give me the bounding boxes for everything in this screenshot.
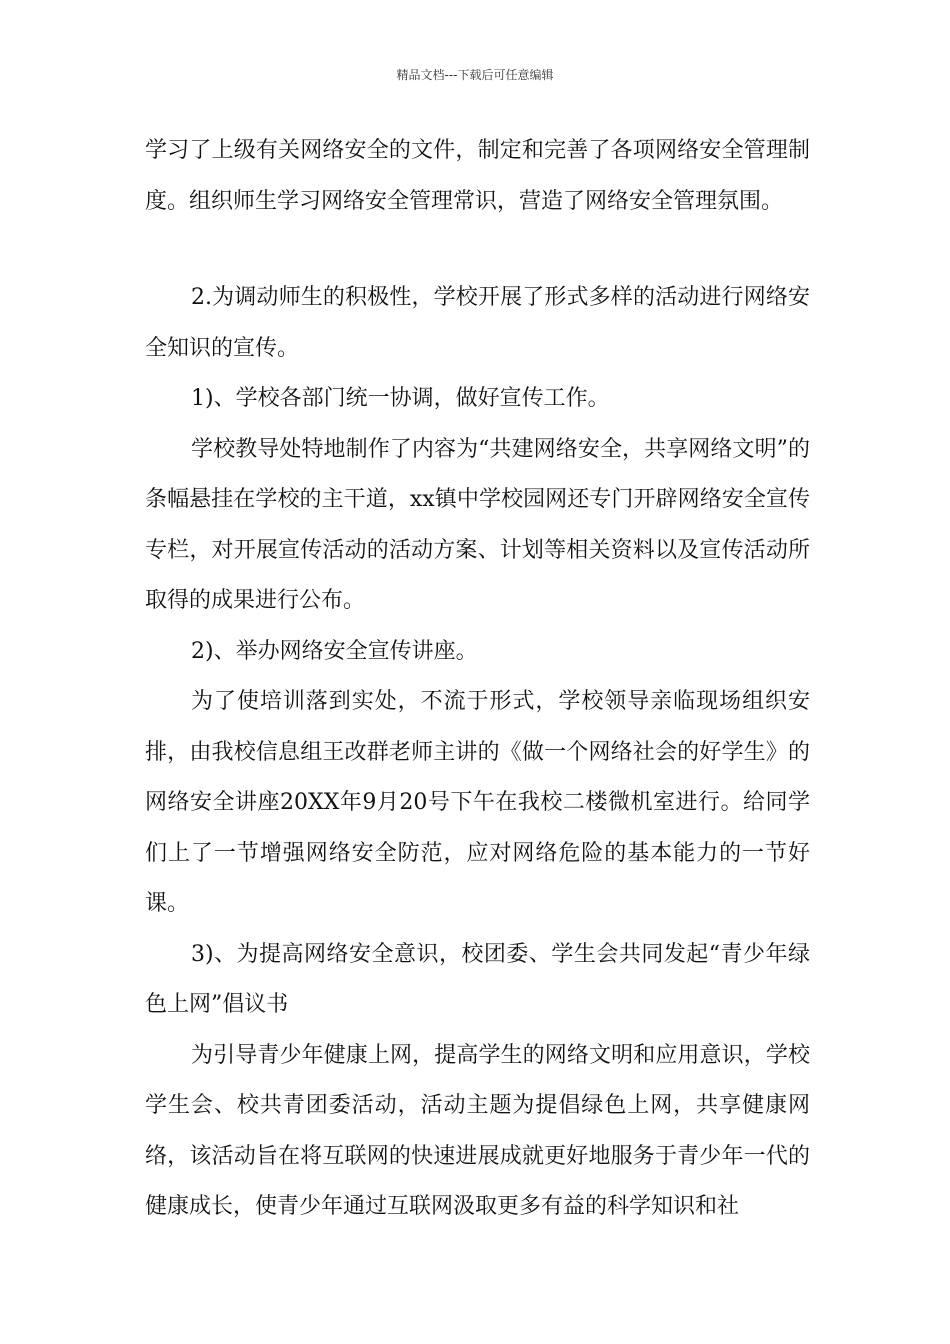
paragraph-7: 3)、为提高网络安全意识，校团委、学生会共同发起“青少年绿色上网”倡议书	[145, 941, 810, 1017]
paragraph-4: 学校教导处特地制作了内容为“共建网络安全，共享网络文明”的条幅悬挂在学校的主干道，xx镇中学校园网还专门开辟网络安全宣传专栏，对开展宣传活动的活动方案、计划等相关资料以及宣传活动所取得的成果进行公布。	[145, 436, 810, 613]
paragraph-3: 1)、学校各部门统一协调，做好宣传工作。	[191, 386, 610, 411]
paragraph-8: 为引导青少年健康上网，提高学生的网络文明和应用意识，学校学生会、校共青团委活动，活动主题为提倡绿色上网，共享健康网络，该活动旨在将互联网的快速进展成就更好地服务于青少年一代的健康成长，使青少年通过互联网汲取更多有益的科学知识和社	[145, 1042, 810, 1219]
page-header: 精品文档---下载后可任意编辑	[396, 68, 554, 82]
paragraph-1: 学习了上级有关网络安全的文件，制定和完善了各项网络安全管理制度。组织师生学习网络安全管理常识，营造了网络安全管理氛围。	[145, 138, 810, 214]
paragraph-5: 2)、举办网络安全宣传讲座。	[191, 638, 478, 664]
document-body	[145, 126, 810, 1233]
paragraph-gap	[145, 227, 810, 273]
paragraph-2: 2.为调动师生的积极性，学校开展了形式多样的活动进行网络安全知识的宣传。	[145, 285, 810, 361]
paragraph-6: 为了使培训落到实处，不流于形式，学校领导亲临现场组织安排，由我校信息组王改群老师主讲的《做一个网络社会的好学生》的网络安全讲座20XX年9月20号下午在我校二楼微机室进行。给同学们上了一节增强网络安全防范，应对网络危险的基本能力的一节好课。	[145, 689, 810, 916]
